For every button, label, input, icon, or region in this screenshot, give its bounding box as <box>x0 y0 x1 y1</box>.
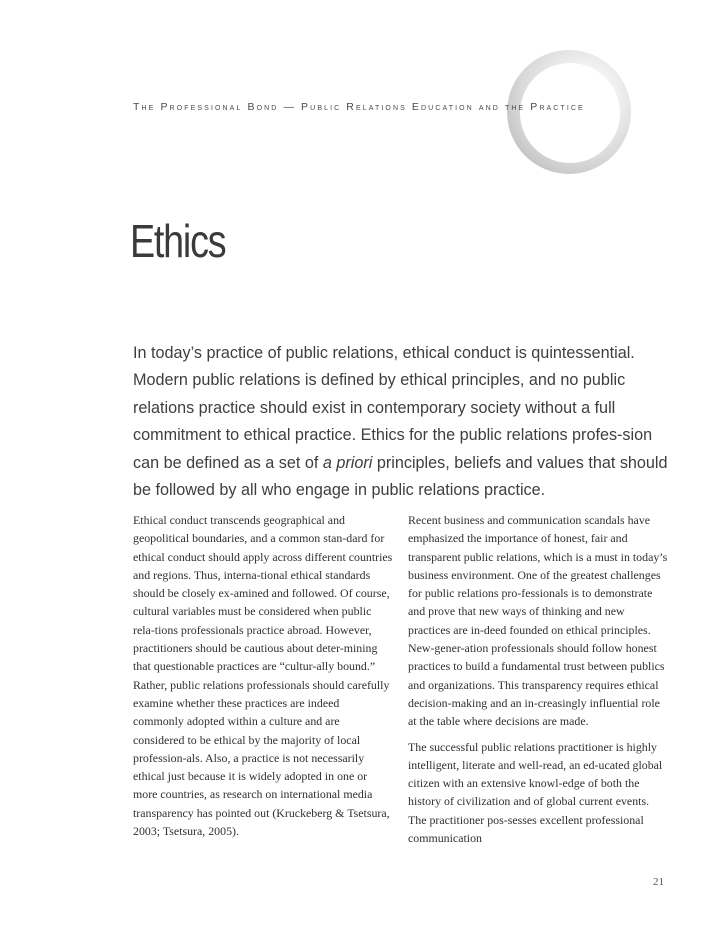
lead-text-start: In today’s practice of public relations, ethical conduct is quintessential. Modern public relations is defined by ethical principles, and no public relations practice should exist in contemporary society without a full commitment to ethical practice. Ethics for the public relations profes-sion can be defined as a set of <box>133 344 653 472</box>
left-column <box>133 511 393 847</box>
running-head: The Professional Bond — Public Relations Education and the Practice <box>133 101 585 113</box>
ring-inner-hole <box>520 63 620 163</box>
left-paragraph-1: Ethical conduct transcends geographical and geopolitical boundaries, and a common stan-dard for ethical conduct should apply across different countries and regions. Thus, interna-tional ethical standards should be closely ex-amined and followed. Of course, cultural variables must be considered when public rela-tions professionals practice abroad. However, practitioners should be cautious about deter-mining that questionable practices are “cultur-ally bound.” Rather, public relations professionals should carefully examine whether these practices are indeed commonly adopted within a culture and are considered to be ethical by the majority of local profession-als. Also, a practice is not necessarily ethical just because it is widely adopted in one or more countries, as research on international media transparency has pointed out (Kruckeberg & Tsetsura, 2003; Tsetsura, 2005). <box>133 513 393 839</box>
page-number: 21 <box>653 876 664 888</box>
right-paragraph-1: Recent business and communication scandals have emphasized the importance of honest, fair and transparent public relations, which is a must in today’s business environment. One of the greatest challenges for public relations pro-fessionals is to demonstrate and prove that new ways of thinking and new practices are in-deed founded on ethical principles. New-gener-ation professionals should follow honest practices to build a fundamental trust between publics and organizations. This transparency requires ethical decision-making and an in-creasingly influential role at the table where decisions are made. <box>408 513 668 729</box>
lead-text-end: principles, beliefs and values that should be followed by all who engage in public relations practice. <box>133 453 668 500</box>
right-paragraph-2: The successful public relations practitioner is highly intelligent, literate and well-read, an ed-ucated global citizen with an extensive knowl-edge of both the history of civilization and of global current events. The practitioner pos-sesses excellent professional communication <box>408 739 663 846</box>
page-title: Ethics <box>130 215 226 267</box>
lead-paragraph <box>133 340 673 504</box>
lead-italic-phrase: a priori <box>322 453 373 472</box>
right-column <box>408 511 668 854</box>
